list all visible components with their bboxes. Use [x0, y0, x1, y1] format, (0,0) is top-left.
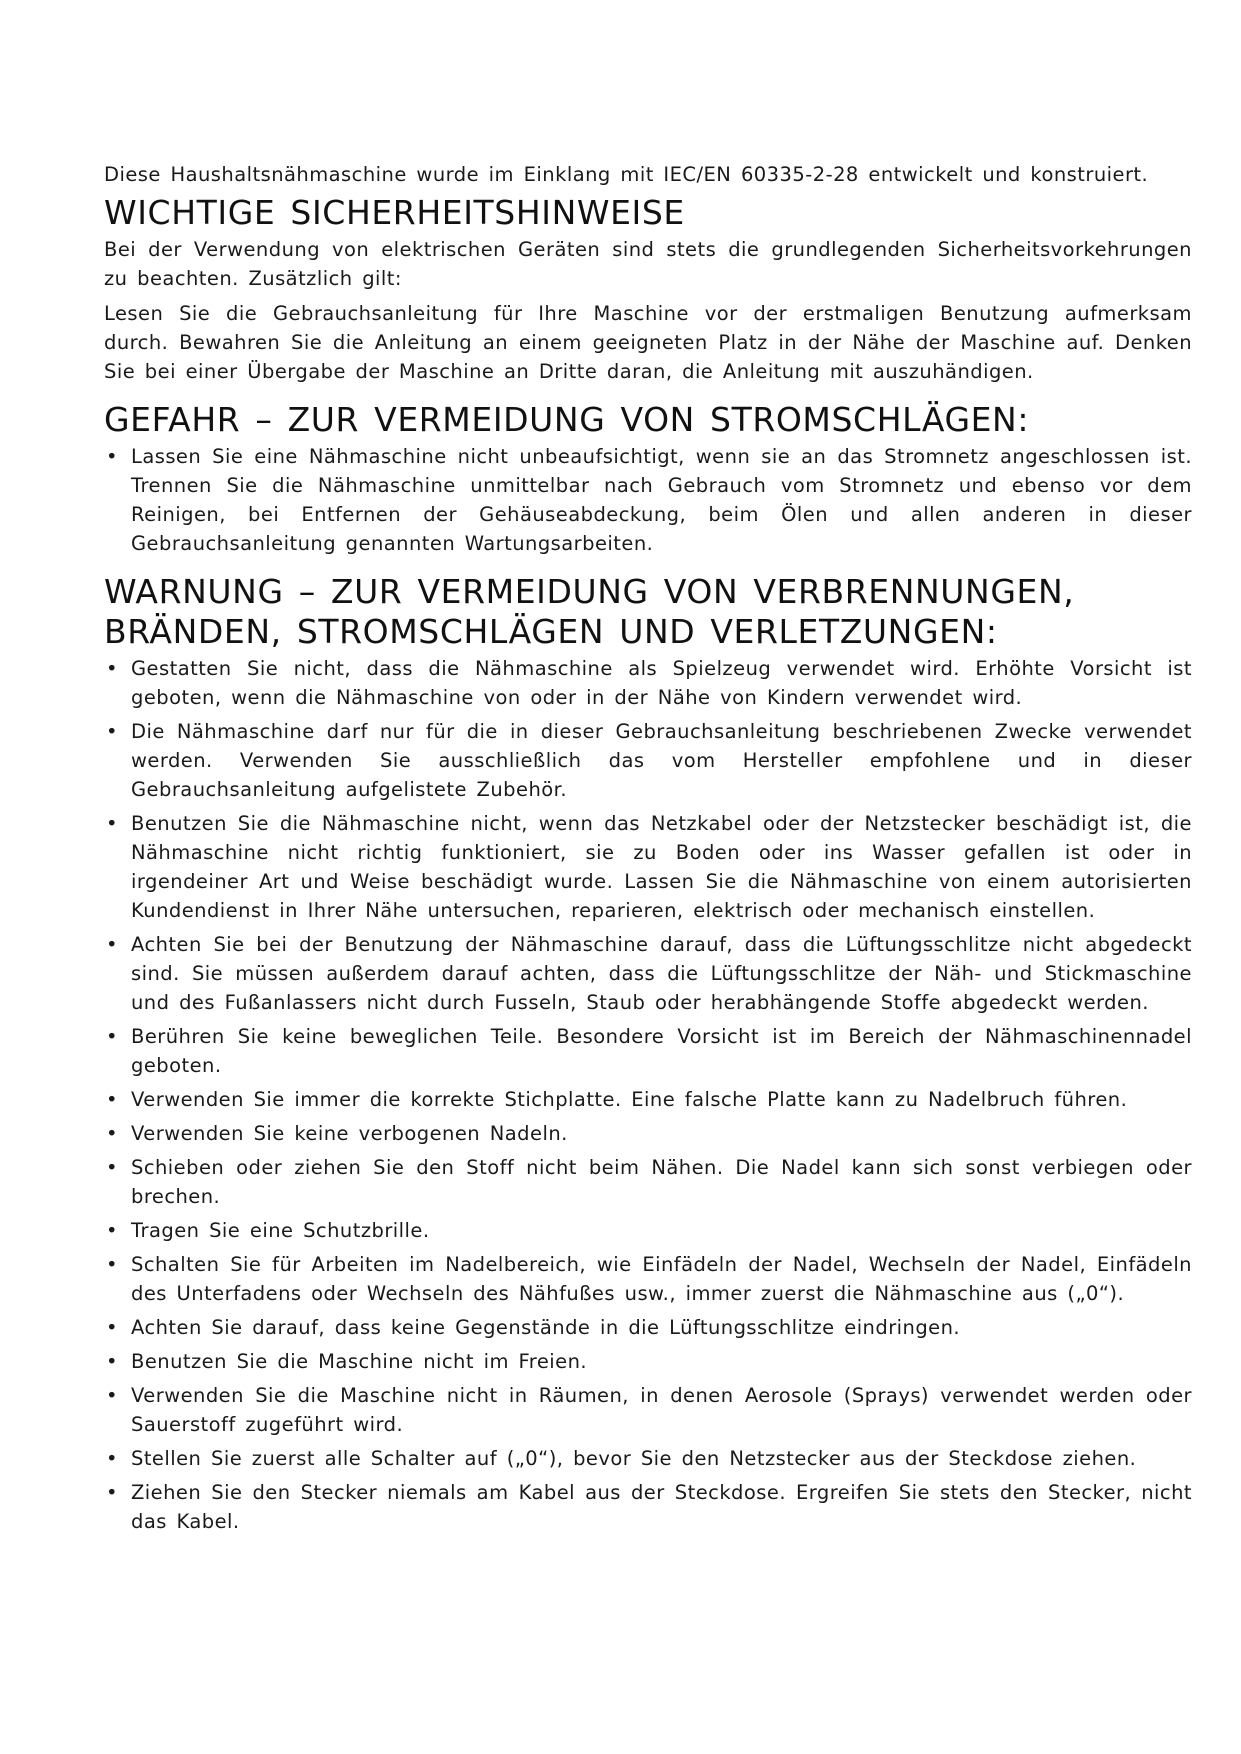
- list-item: • Ziehen Sie den Stecker niemals am Kabel aus der Steckdose. Ergreifen Sie stets den Stecker, nicht das Kabel.: [104, 1478, 1192, 1536]
- paragraph-read-manual: Lesen Sie die Gebrauchsanleitung für Ihre Maschine vor der erstmaligen Benutzung aufmerksam durch. Bewahren Sie die Anleitung an einem geeigneten Platz in der Nähe der Maschine auf. Denken Sie bei einer Übergabe der Maschine an Dritte daran, die Anleitung mit auszuhändigen.: [104, 302, 1192, 383]
- paragraph-general-precautions: Bei der Verwendung von elektrischen Geräten sind stets die grundlegenden Sicherheitsvorkehrungen zu beachten. Zusätzlich gilt:: [104, 238, 1192, 290]
- bullet-icon: •: [106, 720, 118, 743]
- bullet-icon: •: [106, 1447, 118, 1470]
- list-item: • Benutzen Sie die Maschine nicht im Freien.: [104, 1347, 1192, 1376]
- bullet-icon: •: [106, 1088, 118, 1111]
- list-item: • Achten Sie darauf, dass keine Gegenstände in die Lüftungsschlitze eindringen.: [104, 1313, 1192, 1342]
- list-item: • Gestatten Sie nicht, dass die Nähmaschine als Spielzeug verwendet wird. Erhöhte Vorsicht ist geboten, wenn die Nähmaschine von oder in der Nähe von Kindern verwendet wird.: [104, 654, 1192, 712]
- intro-text: Diese Haushaltsnähmaschine wurde im Einklang mit IEC/EN 60335-2-28 entwickelt und konstruiert.: [104, 163, 1149, 186]
- bullet-icon: •: [106, 1219, 118, 1242]
- list-item: • Die Nähmaschine darf nur für die in dieser Gebrauchsanleitung beschriebenen Zwecke verwendet werden. Verwenden Sie ausschließlich das vom Hersteller empfohlene und in dieser Gebrauchsanleitung aufgelistete Zubehör.: [104, 717, 1192, 804]
- list-item: • Schieben oder ziehen Sie den Stoff nicht beim Nähen. Die Nadel kann sich sonst verbiegen oder brechen.: [104, 1153, 1192, 1211]
- bullet-icon: •: [106, 1481, 118, 1504]
- bullet-icon: •: [106, 1122, 118, 1145]
- bullet-icon: •: [106, 1025, 118, 1048]
- list-item: • Achten Sie bei der Benutzung der Nähmaschine darauf, dass die Lüftungsschlitze nicht abgedeckt sind. Sie müssen außerdem darauf achten, dass die Lüftungsschlitze der Näh- und Stickmaschine und des Fußanlassers nicht durch Fusseln, Staub oder herabhängende Stoffe abgedeckt werden.: [104, 930, 1192, 1017]
- heading-warning-injuries: WARNUNG – ZUR VERMEIDUNG VON VERBRENNUNGEN, BRÄNDEN, STROMSCHLÄGEN UND VERLETZUNGEN:: [104, 572, 1075, 651]
- list-item: • Verwenden Sie die Maschine nicht in Räumen, in denen Aerosole (Sprays) verwendet werden oder Sauerstoff zugeführt wird.: [104, 1381, 1192, 1439]
- page-content: [104, 160, 1192, 1541]
- bullet-icon: •: [106, 1253, 118, 1276]
- bullet-icon: •: [106, 1156, 118, 1179]
- bullet-icon: •: [106, 1316, 118, 1339]
- bullet-icon: •: [106, 657, 118, 680]
- heading-safety-instructions: WICHTIGE SICHERHEITSHINWEISE: [104, 193, 685, 232]
- list-item: • Berühren Sie keine beweglichen Teile. Besondere Vorsicht ist im Bereich der Nähmaschinennadel geboten.: [104, 1022, 1192, 1080]
- bullet-icon: •: [106, 933, 118, 956]
- bullet-icon: •: [106, 1350, 118, 1373]
- bullet-icon: •: [106, 1384, 118, 1407]
- heading-danger-electric-shock: GEFAHR – ZUR VERMEIDUNG VON STROMSCHLÄGEN:: [104, 400, 1030, 439]
- list-item: • Verwenden Sie keine verbogenen Nadeln.: [104, 1119, 1192, 1148]
- list-item: • Lassen Sie eine Nähmaschine nicht unbeaufsichtigt, wenn sie an das Stromnetz angeschlossen ist. Trennen Sie die Nähmaschine unmittelbar nach Gebrauch vom Stromnetz und ebenso vor dem Reinigen, bei Entfernen der Gehäuseabdeckung, beim Ölen und allen anderen in dieser Gebrauchsanleitung genannten Wartungsarbeiten.: [104, 442, 1192, 558]
- danger-bullet-list: [104, 442, 1192, 558]
- warning-bullet-list: [104, 654, 1192, 1536]
- list-item: • Benutzen Sie die Nähmaschine nicht, wenn das Netzkabel oder der Netzstecker beschädigt ist, die Nähmaschine nicht richtig funktioniert, sie zu Boden oder ins Wasser gefallen ist oder in irgendeiner Art und Weise beschädigt wurde. Lassen Sie die Nähmaschine von einem autorisierten Kundendienst in Ihrer Nähe untersuchen, reparieren, elektrisch oder mechanisch einstellen.: [104, 809, 1192, 925]
- bullet-icon: •: [106, 445, 118, 468]
- bullet-icon: •: [106, 812, 118, 835]
- list-item: • Tragen Sie eine Schutzbrille.: [104, 1216, 1192, 1245]
- list-item: • Schalten Sie für Arbeiten im Nadelbereich, wie Einfädeln der Nadel, Wechseln der Nadel, Einfädeln des Unterfadens oder Wechseln des Nähfußes usw., immer zuerst die Nähmaschine aus („0“).: [104, 1250, 1192, 1308]
- list-item: • Stellen Sie zuerst alle Schalter auf („0“), bevor Sie den Netzstecker aus der Steckdose ziehen.: [104, 1444, 1192, 1473]
- list-item: • Verwenden Sie immer die korrekte Stichplatte. Eine falsche Platte kann zu Nadelbruch führen.: [104, 1085, 1192, 1114]
